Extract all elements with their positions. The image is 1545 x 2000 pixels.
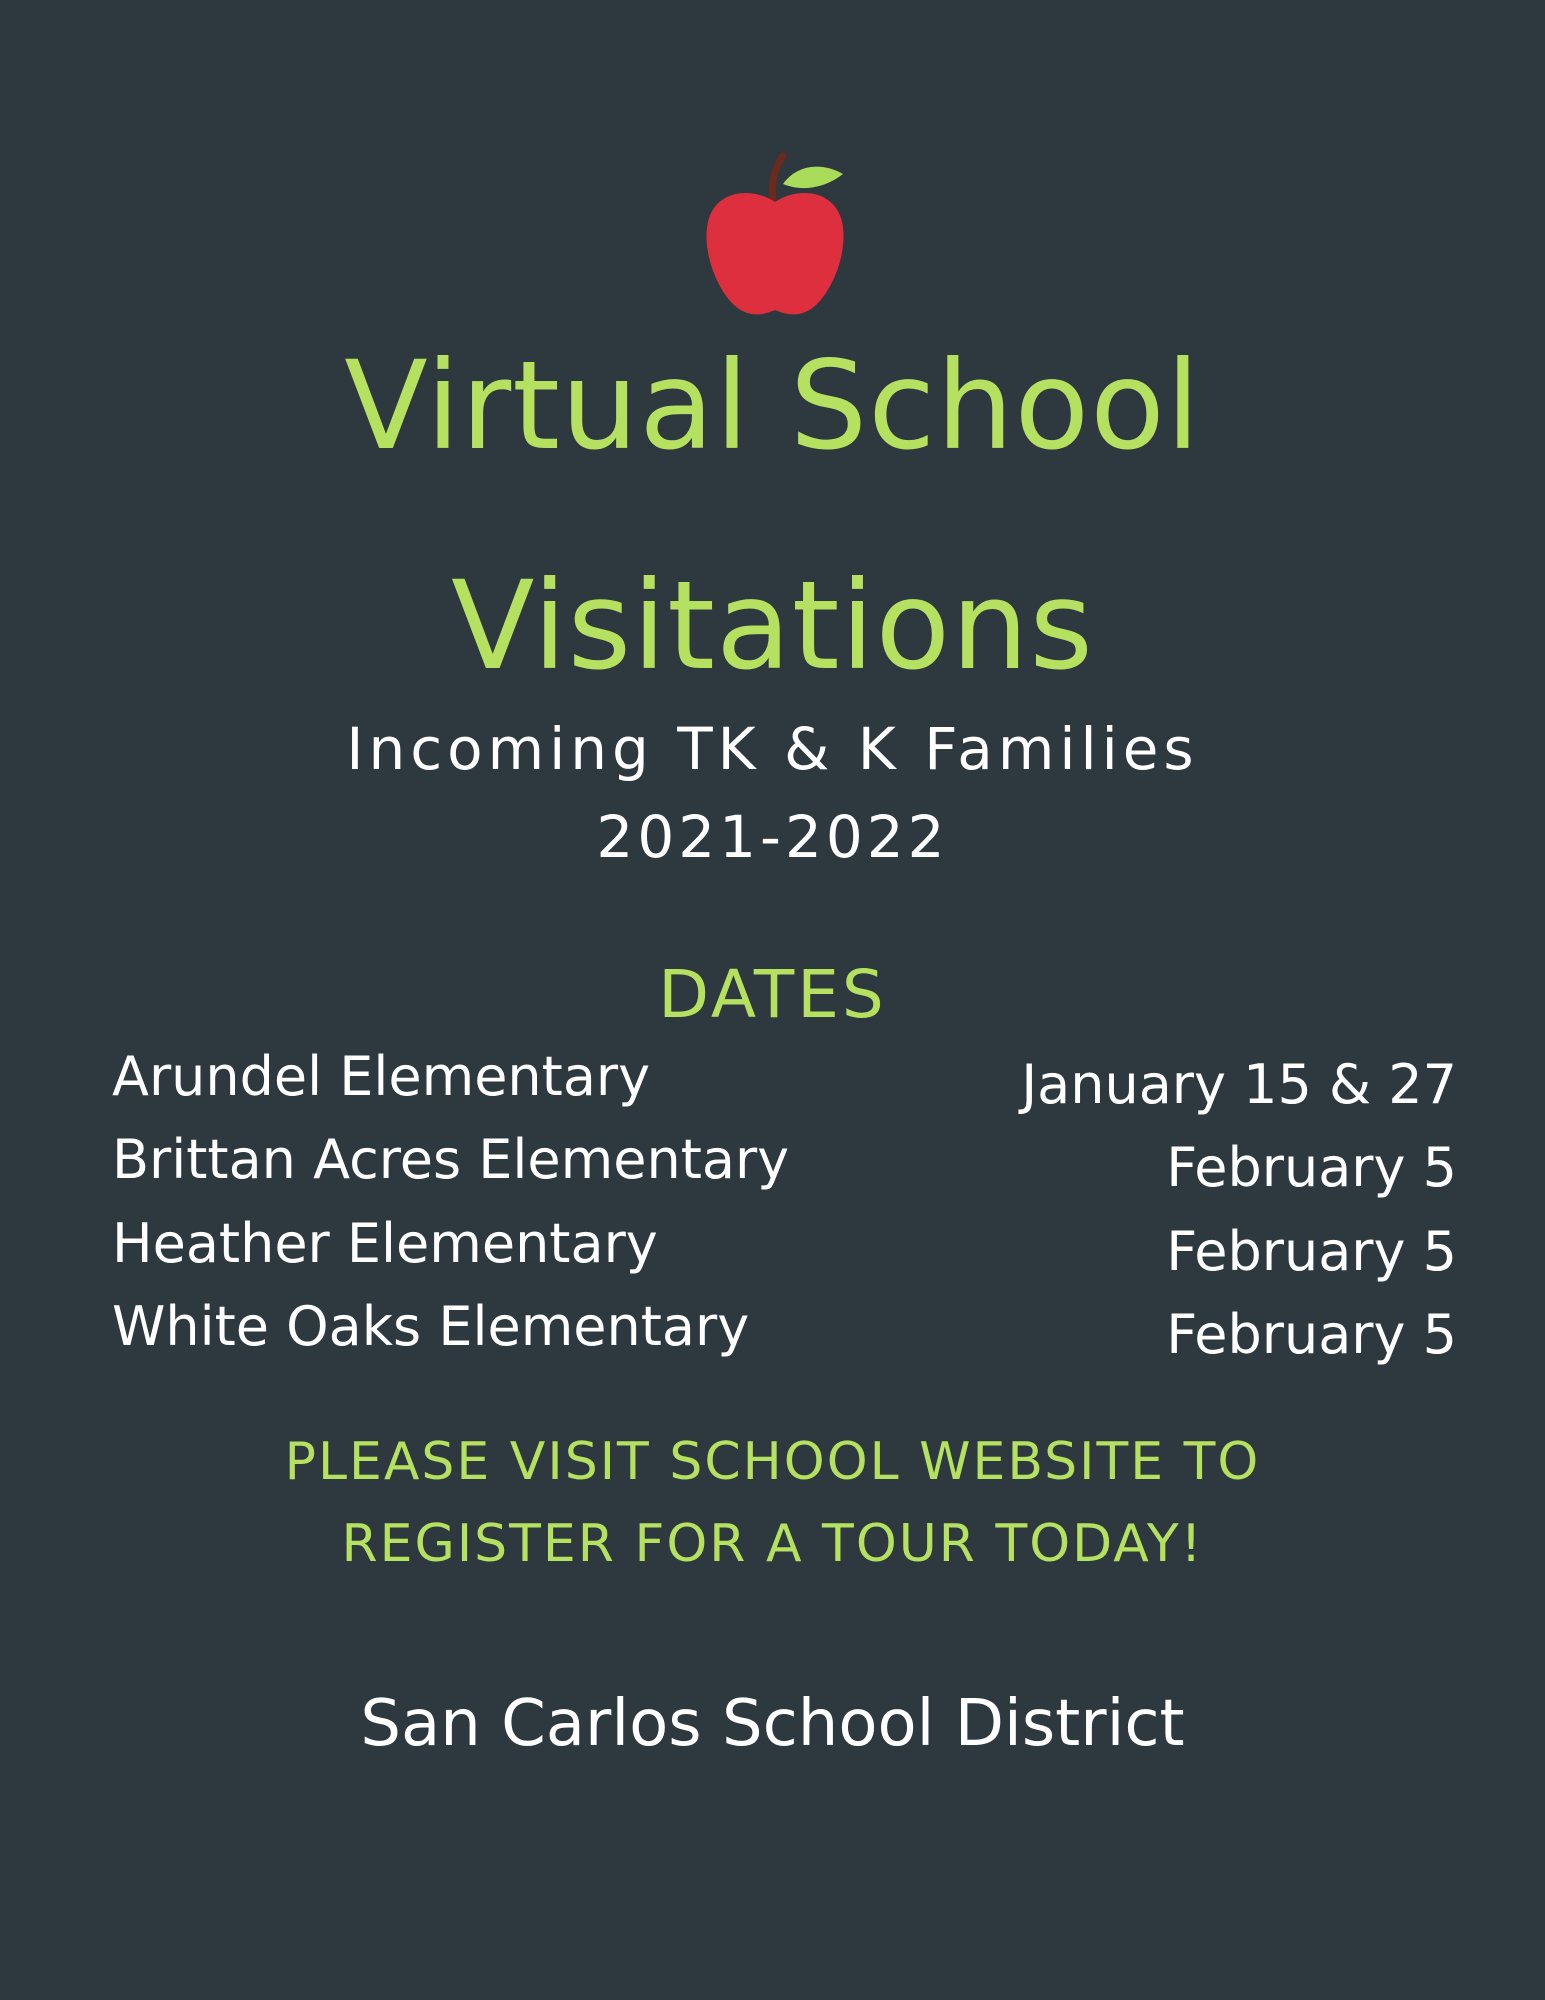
school-name: Brittan Acres Elementary: [112, 1128, 790, 1191]
call-to-action-line-2: REGISTER FOR A TOUR TODAY!: [341, 1514, 1204, 1574]
call-to-action-line-1: PLEASE VISIT SCHOOL WEBSITE TO: [284, 1432, 1261, 1492]
schedule-row: [112, 1212, 1457, 1287]
school-name: Arundel Elementary: [112, 1045, 651, 1108]
school-year: 2021-2022: [596, 803, 949, 871]
schedule-row: [112, 1295, 1457, 1370]
audience-subtitle: Incoming TK & K Families: [346, 715, 1199, 783]
apple-body: [706, 193, 843, 314]
title-line-2: Visitations: [451, 555, 1094, 697]
title-line-1: Virtual School: [344, 335, 1201, 477]
schedule-row: [112, 1128, 1457, 1203]
apple-leaf: [783, 167, 843, 189]
apple-stem: [772, 156, 783, 200]
visit-date: February 5: [1166, 1303, 1457, 1366]
school-name: Heather Elementary: [112, 1212, 658, 1275]
visit-date: January 15 & 27: [1021, 1053, 1457, 1116]
schedule-row: [112, 1045, 1457, 1120]
dates-heading: DATES: [658, 956, 887, 1033]
apple-icon: [705, 152, 845, 317]
visit-date: February 5: [1166, 1220, 1457, 1283]
visit-date: February 5: [1166, 1136, 1457, 1199]
district-name: San Carlos School District: [360, 1687, 1185, 1761]
school-name: White Oaks Elementary: [112, 1295, 750, 1358]
